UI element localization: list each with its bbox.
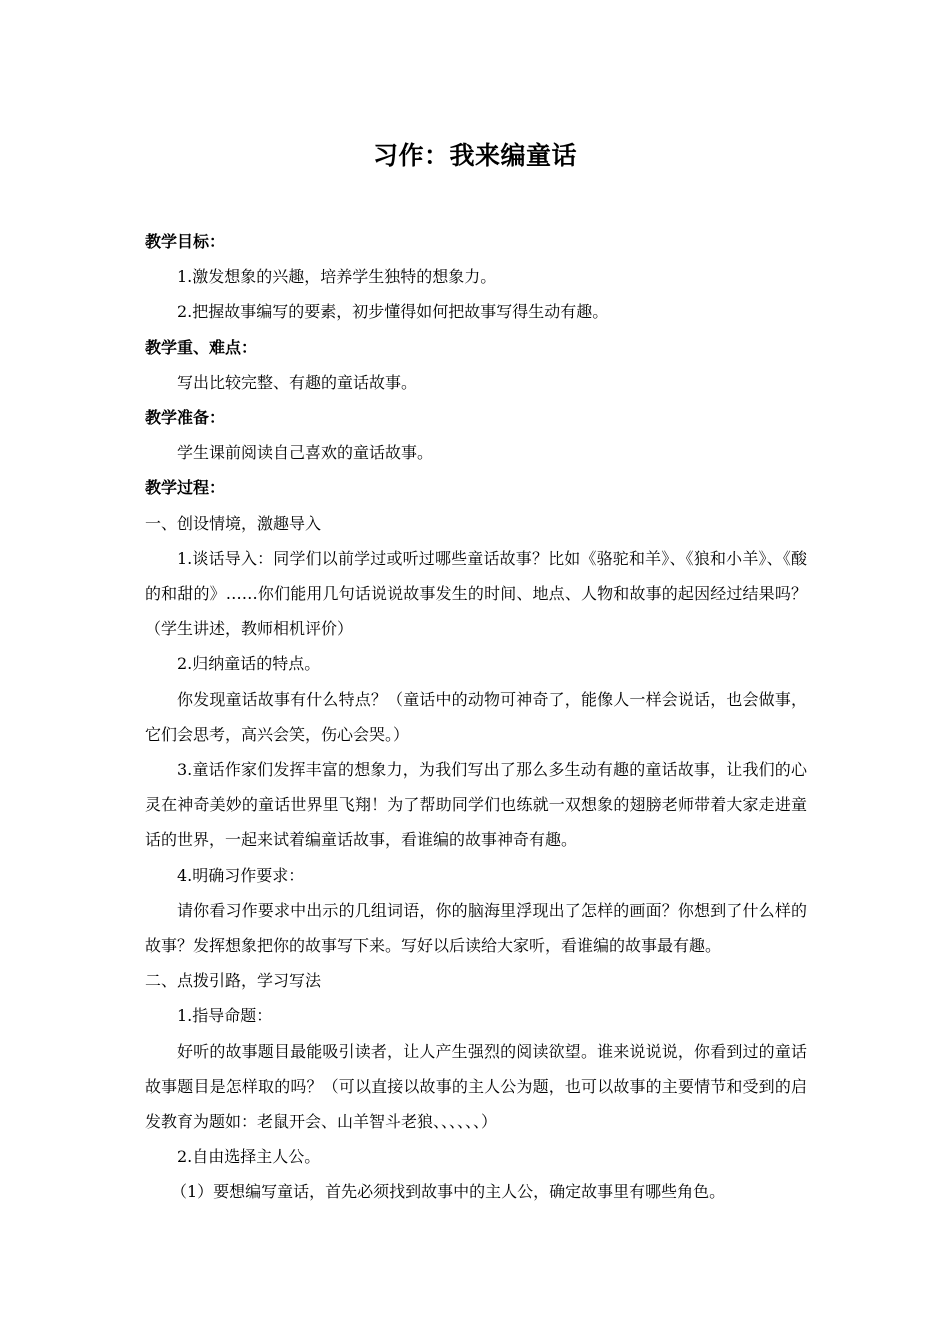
process-paragraph: 1.谈话导入：同学们以前学过或听过哪些童话故事？比如《骆驼和羊》、《狼和小羊》、《酸的和甜的》……你们能用几句话说说故事发生的时间、地点、人物和故事的起因经过结果吗？（学生讲述，教师相机评价）: [145, 548, 807, 639]
process-paragraph: 2.自由选择主人公。: [177, 1147, 321, 1167]
section-heading-key-points: 教学重、难点：: [145, 337, 258, 357]
process-paragraph: （1）要想编写童话，首先必须找到故事中的主人公，确定故事里有哪些角色。: [171, 1182, 726, 1202]
process-paragraph: 3.童话作家们发挥丰富的想象力，为我们写出了那么多生动有趣的童话故事，让我们的心灵在神奇美妙的童话世界里飞翔！为了帮助同学们也练就一双想象的翅膀老师带着大家走进童话的世界，一起来试着编童话故事，看谁编的故事神奇有趣。: [145, 760, 807, 850]
section-heading-goals: 教学目标：: [145, 232, 226, 251]
document-body: [145, 224, 807, 1210]
process-part-1-heading: 一、创设情境，激趣导入: [145, 513, 322, 533]
key-points-text: 写出比较完整、有趣的童话故事。: [177, 372, 418, 392]
process-paragraph: 2.归纳童话的特点。: [177, 654, 321, 674]
goal-item-1: 1.激发想象的兴趣，培养学生独特的想象力。: [177, 267, 497, 287]
process-part-2-heading: 二、点拨引路，学习写法: [145, 971, 322, 991]
process-paragraph: 4.明确习作要求：: [177, 865, 305, 885]
process-paragraph: 请你看习作要求中出示的几组词语，你的脑海里浮现出了怎样的画面？你想到了什么样的故事？发挥想象把你的故事写下来。写好以后读给大家听，看谁编的故事最有趣。: [145, 900, 807, 956]
section-heading-preparation: 教学准备：: [145, 408, 226, 428]
process-paragraph: 你发现童话故事有什么特点？（童话中的动物可神奇了，能像人一样会说话，也会做事，它们会思考，高兴会笑，伤心会哭。）: [145, 689, 807, 744]
section-heading-process: 教学过程：: [145, 478, 226, 498]
preparation-text: 学生课前阅读自己喜欢的童话故事。: [177, 443, 434, 463]
process-paragraph: 1.指导命题：: [177, 1006, 273, 1026]
goal-item-2: 2.把握故事编写的要素，初步懂得如何把故事写得生动有趣。: [177, 302, 609, 322]
document-title: 习作：我来编童话: [372, 141, 577, 170]
process-paragraph: 好听的故事题目最能吸引读者，让人产生强烈的阅读欲望。谁来说说说，你看到过的童话故事题目是怎样取的吗？（可以直接以故事的主人公为题，也可以故事的主要情节和受到的启发教育为题如：老鼠开会、山羊智斗老狼、、、、、、）: [145, 1041, 807, 1132]
